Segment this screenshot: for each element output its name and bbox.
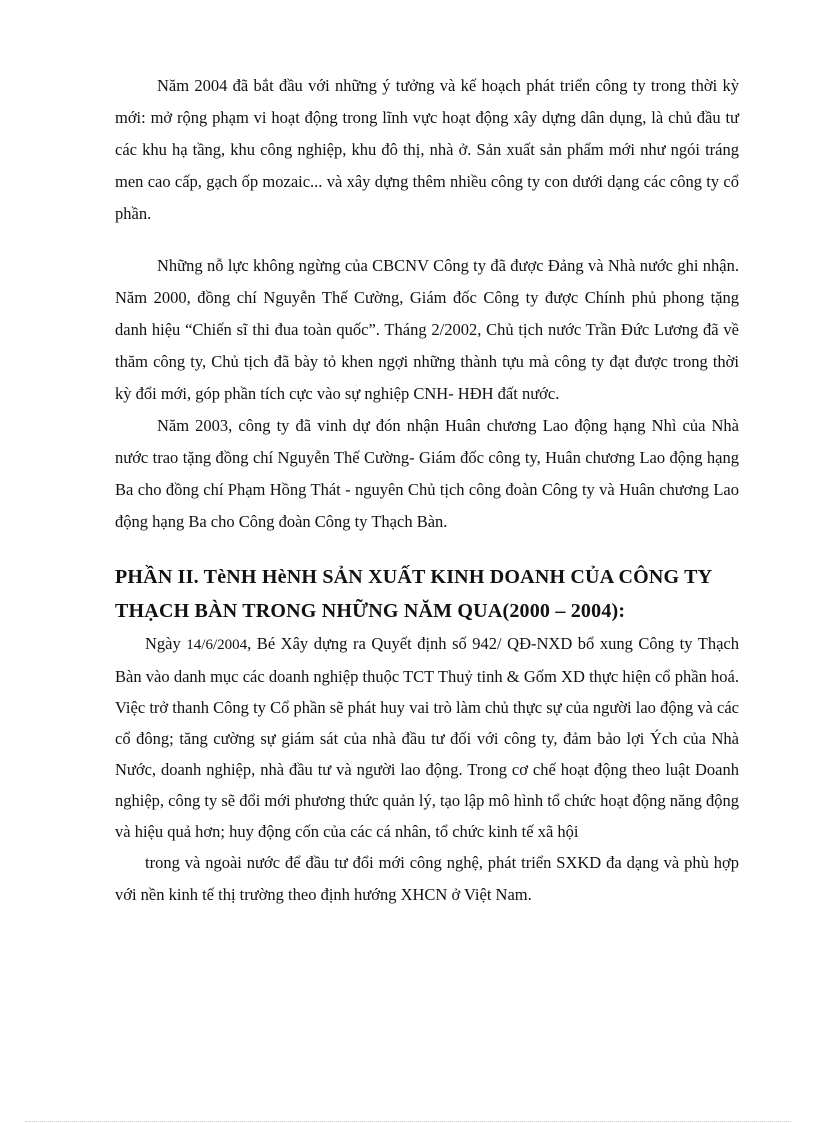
section-heading-part-2: PHẦN II. TèNH HèNH SẢN XUẤT KINH DOANH CỦA CÔNG TY THẠCH BÀN TRONG NHỮNG NĂM QUA(2000 – 2004): xyxy=(115,566,712,622)
paragraph-2003-awards: Năm 2003, công ty đã vinh dự đón nhận Huân chương Lao động hạng Nhì của Nhà nước trao tặng đồng chí Nguyễn Thế Cường- Giám đốc công ty, Huân chương Lao động hạng Ba cho đồng chí Phạm Hồng Thát - nguyên Chủ tịch công đoàn Công ty và Huân chương Lao động hạng Ba cho Công đoàn Công ty Thạch Bàn. xyxy=(115,416,739,531)
paragraph-equitization-start: Ngày xyxy=(145,634,181,653)
page-bottom-rule xyxy=(25,1121,791,1122)
document-page xyxy=(115,70,739,911)
paragraph-2004-plans: Năm 2004 đã bắt đầu với những ý tưởng và kế hoạch phát triển công ty trong thời kỳ mới: mở rộng phạm vi hoạt động trong lĩnh vực hoạt động xây dựng dân dụng, là chủ đầu tư các khu hạ tầng, khu công nghiệp, khu đô thị, nhà ở. Sản xuất sản phẩm mới như ngói tráng men cao cấp, gạch ốp mozaic... và xây dựng thêm nhiều công ty con dưới dạng các công ty cổ phần. xyxy=(115,76,739,223)
paragraph-investment: trong và ngoài nước để đầu tư đổi mới công nghệ, phát triển SXKD đa dạng và phù hợp với nền kinh tế thị trường theo định hướng XHCN ở Việt Nam. xyxy=(115,853,739,904)
paragraph-equitization-rest: , Bé Xây dựng ra Quyết định số 942/ QĐ-NXD bổ xung Công ty Thạch Bàn vào danh mục các doanh nghiệp thuộc TCT Thuỷ tinh & Gốm XD thực hiện cổ phần hoá. Việc trở thanh Công ty Cổ phần sẽ phát huy vai trò làm chủ thực sự của người lao động và các cổ đông; tăng cường sự giám sát của nhà đầu tư đối với công ty, đảm bảo lợi Ých của Nhà Nước, doanh nghiệp, nhà đầu tư và người lao động. Trong cơ chế hoạt động theo luật Doanh nghiệp, công ty sẽ đổi mới phương thức quản lý, tạo lập mô hình tổ chức hoạt động năng động và hiệu quả hơn; huy động cốn của các cá nhân, tổ chức kinh tế xã hội xyxy=(115,634,739,841)
decision-date: 14/6/2004 xyxy=(186,637,248,653)
paragraph-recognition: Những nỗ lực không ngừng của CBCNV Công ty đã được Đảng và Nhà nước ghi nhận. Năm 2000, đồng chí Nguyễn Thế Cường, Giám đốc Công ty được Chính phủ phong tặng danh hiệu “Chiến sĩ thi đua toàn quốc”. Tháng 2/2002, Chủ tịch nước Trần Đức Lương đã về thăm công ty, Chủ tịch đã bày tỏ khen ngợi những thành tựu mà công ty đạt được trong thời kỳ đổi mới, góp phần tích cực vào sự nghiệp CNH- HĐH đất nước. xyxy=(115,256,739,403)
paragraph-equitization xyxy=(115,628,739,847)
